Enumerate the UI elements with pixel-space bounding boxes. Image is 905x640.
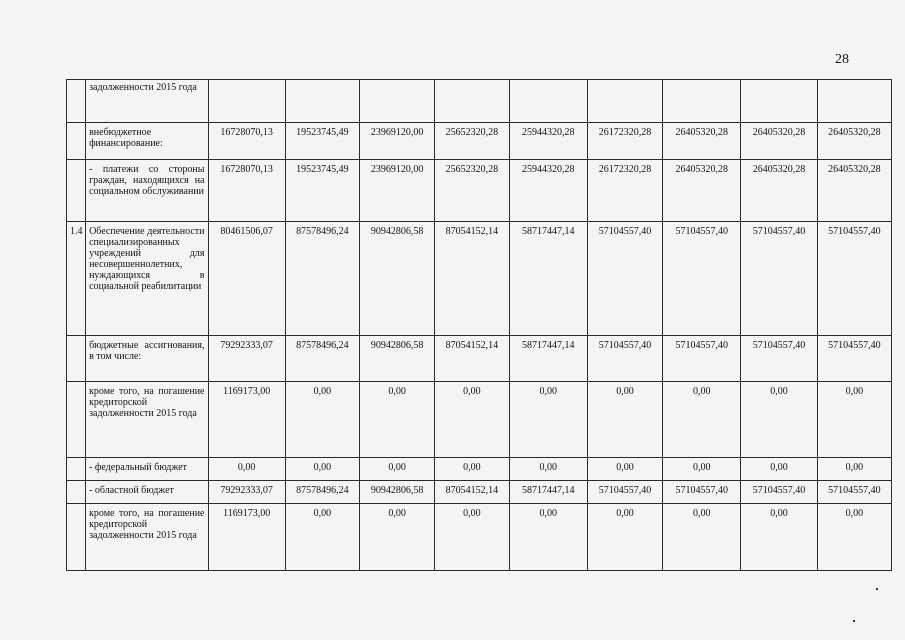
value-cell: 80461506,07: [208, 222, 285, 336]
table-row: [67, 481, 892, 504]
value-cell: 57104557,40: [817, 222, 891, 336]
value-cell: 0,00: [285, 382, 359, 458]
value-cell: [360, 80, 435, 123]
value-cell: 58717447,14: [509, 336, 587, 382]
row-label-cell: задолженности 2015 года: [86, 80, 208, 123]
value-cell: 26172320,28: [587, 160, 662, 222]
value-cell: 0,00: [285, 504, 359, 571]
value-cell: 87578496,24: [285, 481, 359, 504]
value-cell: 0,00: [509, 458, 587, 481]
value-cell: 25944320,28: [509, 123, 587, 160]
row-label-cell: - платежи со стороны граждан, находящихся на социальном обслуживании: [86, 160, 208, 222]
value-cell: 0,00: [285, 458, 359, 481]
value-cell: 1169173,00: [208, 382, 285, 458]
value-cell: 57104557,40: [663, 336, 741, 382]
row-number-cell: [67, 336, 86, 382]
value-cell: 58717447,14: [509, 481, 587, 504]
table-row: [67, 336, 892, 382]
value-cell: 26405320,28: [817, 123, 891, 160]
row-number-cell: [67, 123, 86, 160]
value-cell: 0,00: [817, 382, 891, 458]
value-cell: 58717447,14: [509, 222, 587, 336]
value-cell: 26172320,28: [587, 123, 662, 160]
value-cell: 87578496,24: [285, 336, 359, 382]
value-cell: 25652320,28: [435, 160, 509, 222]
value-cell: 57104557,40: [587, 481, 662, 504]
value-cell: 87578496,24: [285, 222, 359, 336]
value-cell: [509, 80, 587, 123]
row-label-cell: внебюджетное финансирование:: [86, 123, 208, 160]
value-cell: 1169173,00: [208, 504, 285, 571]
value-cell: 19523745,49: [285, 160, 359, 222]
scan-speck: [876, 588, 878, 590]
value-cell: 79292333,07: [208, 336, 285, 382]
row-number-cell: [67, 160, 86, 222]
value-cell: [285, 80, 359, 123]
value-cell: [817, 80, 891, 123]
value-cell: 57104557,40: [663, 481, 741, 504]
value-cell: [435, 80, 509, 123]
row-number-cell: [67, 458, 86, 481]
value-cell: 90942806,58: [360, 481, 435, 504]
value-cell: 0,00: [435, 504, 509, 571]
value-cell: [741, 80, 817, 123]
value-cell: 0,00: [435, 382, 509, 458]
value-cell: 90942806,58: [360, 222, 435, 336]
value-cell: 23969120,00: [360, 160, 435, 222]
value-cell: 0,00: [587, 382, 662, 458]
value-cell: 16728070,13: [208, 160, 285, 222]
value-cell: 26405320,28: [741, 123, 817, 160]
value-cell: 57104557,40: [587, 336, 662, 382]
value-cell: 57104557,40: [741, 222, 817, 336]
value-cell: 26405320,28: [663, 160, 741, 222]
value-cell: 16728070,13: [208, 123, 285, 160]
value-cell: 26405320,28: [663, 123, 741, 160]
value-cell: 25652320,28: [435, 123, 509, 160]
value-cell: 57104557,40: [741, 481, 817, 504]
value-cell: 0,00: [509, 504, 587, 571]
value-cell: 57104557,40: [663, 222, 741, 336]
value-cell: 57104557,40: [817, 336, 891, 382]
page-number: 28: [835, 52, 849, 67]
table-row: [67, 160, 892, 222]
value-cell: 90942806,58: [360, 336, 435, 382]
value-cell: 87054152,14: [435, 222, 509, 336]
row-label-cell: - областной бюджет: [86, 481, 208, 504]
table-row: [67, 80, 892, 123]
value-cell: 0,00: [817, 504, 891, 571]
value-cell: 79292333,07: [208, 481, 285, 504]
row-label-cell: Обеспечение деятельности специализированных учреждений для несовершеннолетних, нуждающихся в социальной реабилитации: [86, 222, 208, 336]
value-cell: 87054152,14: [435, 336, 509, 382]
row-number-cell: [67, 504, 86, 571]
value-cell: [663, 80, 741, 123]
value-cell: 0,00: [663, 504, 741, 571]
table-row: [67, 382, 892, 458]
row-label-cell: бюджетные ассигнования, в том числе:: [86, 336, 208, 382]
value-cell: 26405320,28: [817, 160, 891, 222]
value-cell: 0,00: [741, 504, 817, 571]
budget-table: [66, 79, 892, 571]
scan-speck: [853, 620, 855, 622]
value-cell: 57104557,40: [817, 481, 891, 504]
value-cell: 0,00: [360, 504, 435, 571]
row-label-cell: - федеральный бюджет: [86, 458, 208, 481]
value-cell: 19523745,49: [285, 123, 359, 160]
value-cell: 0,00: [663, 382, 741, 458]
value-cell: 0,00: [360, 382, 435, 458]
value-cell: 87054152,14: [435, 481, 509, 504]
table-row: [67, 222, 892, 336]
value-cell: [587, 80, 662, 123]
value-cell: 0,00: [663, 458, 741, 481]
value-cell: [208, 80, 285, 123]
value-cell: 0,00: [435, 458, 509, 481]
value-cell: 23969120,00: [360, 123, 435, 160]
value-cell: 0,00: [360, 458, 435, 481]
row-number-cell: [67, 80, 86, 123]
row-number-cell: 1.4: [67, 222, 86, 336]
value-cell: 0,00: [587, 458, 662, 481]
row-number-cell: [67, 481, 86, 504]
value-cell: 0,00: [817, 458, 891, 481]
table-row: [67, 123, 892, 160]
value-cell: 57104557,40: [587, 222, 662, 336]
row-label-cell: кроме того, на погашение кредиторской задолженности 2015 года: [86, 382, 208, 458]
value-cell: 0,00: [208, 458, 285, 481]
value-cell: 0,00: [587, 504, 662, 571]
table-row: [67, 504, 892, 571]
value-cell: 0,00: [741, 382, 817, 458]
table-row: [67, 458, 892, 481]
value-cell: 25944320,28: [509, 160, 587, 222]
value-cell: 26405320,28: [741, 160, 817, 222]
row-number-cell: [67, 382, 86, 458]
value-cell: 0,00: [741, 458, 817, 481]
value-cell: 57104557,40: [741, 336, 817, 382]
row-label-cell: кроме того, на погашение кредиторской задолженности 2015 года: [86, 504, 208, 571]
value-cell: 0,00: [509, 382, 587, 458]
